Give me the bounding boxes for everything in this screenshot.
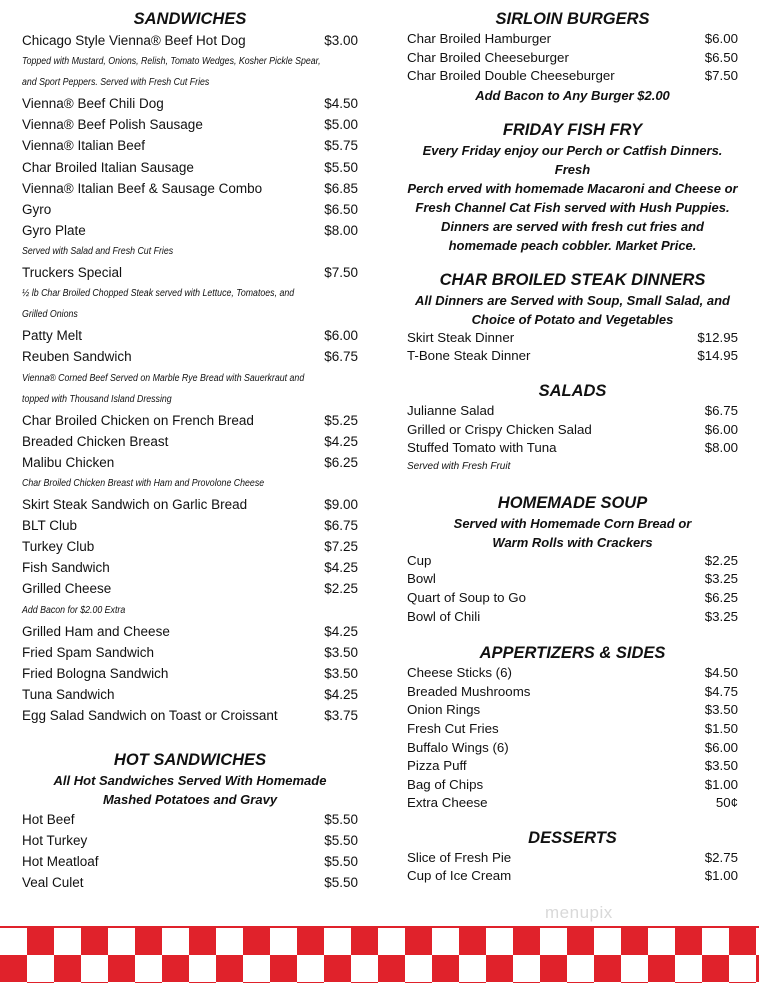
menu-item: [22, 578, 358, 599]
item-name: Vienna® Italian Beef & Sausage Combo: [22, 180, 263, 196]
item-price: $2.75: [704, 849, 738, 865]
menu-item: [22, 851, 358, 872]
item-name: Gyro: [22, 201, 52, 217]
item-price: $9.00: [324, 497, 358, 513]
menu-item: [22, 262, 358, 283]
section-subtitle: Fresh Channel Cat Fish served with Hush Puppies.: [415, 199, 730, 215]
menu-item: [22, 642, 358, 663]
section-subtitle: Every Friday enjoy our Perch or Catfish Dinners. Fresh: [422, 142, 723, 177]
section-title: SANDWICHES: [133, 10, 247, 28]
item-price: $3.75: [324, 708, 358, 723]
item-price: $5.75: [324, 138, 358, 154]
menu-item: [407, 589, 738, 608]
item-price: $12.95: [697, 329, 738, 345]
item-name: Breaded Chicken Breast: [22, 433, 169, 449]
menu-item: [22, 452, 358, 473]
item-description: Served with Salad and Fresh Cut Fries: [22, 245, 174, 257]
item-price: $6.00: [704, 421, 738, 437]
menu-item: [22, 830, 358, 851]
item-name: Cheese Sticks (6): [407, 665, 512, 681]
item-name: Slice of Fresh Pie: [407, 849, 512, 865]
menu-item: [22, 410, 358, 431]
menu-item: [22, 93, 358, 114]
item-price: $1.00: [704, 868, 738, 884]
item-price: $2.25: [704, 552, 738, 568]
item-price: $5.00: [324, 117, 358, 133]
item-description: Char Broiled Chicken Breast with Ham and Provolone Cheese: [22, 477, 265, 489]
section-subtitle: homemade peach cobbler. Market Price.: [448, 237, 697, 253]
section-friday-fish-fry: [407, 119, 738, 255]
section-subtitle: Mashed Potatoes and Gravy: [102, 792, 278, 808]
menu-item: [22, 178, 358, 199]
item-name: Fried Spam Sandwich: [22, 644, 155, 660]
section-title: DESSERTS: [528, 828, 617, 847]
item-name: Hot Beef: [22, 812, 75, 828]
item-price: $14.95: [697, 348, 738, 364]
menu-item: [407, 67, 738, 86]
item-price: $1.00: [704, 776, 738, 792]
item-price: $7.50: [704, 68, 738, 84]
menu-item: [407, 794, 738, 813]
item-price: $2.25: [324, 581, 358, 597]
item-name: Egg Salad Sandwich on Toast or Croissant: [22, 708, 278, 723]
item-name: Vienna® Italian Beef: [22, 138, 146, 154]
item-price: 50¢: [715, 795, 738, 811]
item-price: $5.50: [324, 812, 358, 828]
item-name: Cup: [407, 552, 432, 568]
item-price: $3.25: [704, 571, 738, 587]
item-price: $6.25: [324, 454, 358, 470]
menu-item: [22, 663, 358, 684]
section-subtitle: All Dinners are Served with Soup, Small Salad, and: [415, 292, 730, 308]
section-title: APPERTIZERS & SIDES: [479, 644, 666, 663]
menu-item: [407, 776, 738, 795]
section-sandwiches: [22, 8, 358, 726]
section-subtitle: Warm Rolls with Crackers: [492, 534, 653, 550]
item-name: Hot Meatloaf: [22, 854, 99, 870]
item-price: $3.50: [324, 644, 358, 660]
checkered-footer-border: [0, 928, 759, 983]
item-price: $4.50: [324, 96, 358, 112]
item-price: $6.85: [324, 180, 358, 196]
item-price: $4.75: [704, 683, 738, 699]
item-description: Grilled Onions: [22, 309, 78, 321]
item-name: Skirt Steak Sandwich on Garlic Bread: [22, 497, 248, 513]
item-description: Vienna® Corned Beef Served on Marble Rye Bread with Sauerkraut and: [22, 372, 305, 384]
item-description: Served with Fresh Fruit: [407, 460, 511, 472]
menu-item: [22, 199, 358, 220]
item-name: Tuna Sandwich: [22, 686, 115, 702]
menu-item: [22, 621, 358, 642]
item-price: $3.50: [324, 665, 358, 681]
section-sirloin-burgers: [407, 8, 738, 105]
item-name: Truckers Special: [22, 265, 123, 281]
item-description: ½ lb Char Broiled Chopped Steak served with Lettuce, Tomatoes, and: [22, 288, 295, 300]
menu-item: [407, 30, 738, 49]
item-price: $4.50: [704, 665, 738, 681]
item-price: $6.75: [704, 402, 738, 418]
section-title: HOT SANDWICHES: [113, 751, 267, 770]
item-name: BLT Club: [22, 518, 78, 534]
section-subtitle: Served with Homemade Corn Bread or: [453, 515, 692, 531]
menu-item: [407, 570, 738, 589]
section-title: SALADS: [538, 381, 607, 400]
item-price: $6.25: [704, 589, 738, 605]
section-subtitle: Perch erved with homemade Macaroni and Cheese or: [407, 180, 738, 196]
item-name: Fried Bologna Sandwich: [22, 665, 169, 681]
item-price: $4.25: [324, 623, 358, 639]
item-price: $8.00: [324, 222, 358, 238]
section-subtitle: All Hot Sandwiches Served With Homemade: [53, 773, 327, 789]
item-description: Add Bacon for $2.00 Extra: [22, 604, 126, 616]
menu-item: [22, 494, 358, 515]
menu-item: [407, 739, 738, 758]
item-name: Malibu Chicken: [22, 454, 115, 470]
item-name: Buffalo Wings (6): [407, 739, 509, 755]
item-price: $6.00: [704, 739, 738, 755]
item-name: Cup of Ice Cream: [407, 868, 512, 884]
menu-item: [22, 114, 358, 135]
item-price: $3.00: [324, 33, 358, 48]
menu-item: [22, 220, 358, 241]
item-price: $7.25: [324, 539, 358, 555]
item-description: topped with Thousand Island Dressing: [22, 393, 172, 405]
item-name: Skirt Steak Dinner: [407, 329, 515, 345]
menu-item: [407, 720, 738, 739]
menu-item: [22, 536, 358, 557]
item-price: $5.50: [324, 854, 358, 870]
item-price: $7.50: [324, 265, 358, 281]
item-name: Bag of Chips: [407, 776, 484, 792]
menu-item: [22, 684, 358, 705]
item-name: Char Broiled Cheeseburger: [407, 49, 569, 65]
item-name: Bowl: [407, 571, 436, 587]
menu-item: [22, 557, 358, 578]
section-title: HOMEMADE SOUP: [497, 493, 648, 512]
item-name: Char Broiled Hamburger: [407, 31, 552, 46]
item-price: $5.50: [324, 833, 358, 849]
item-name: Fresh Cut Fries: [407, 720, 499, 736]
menu-item: [22, 30, 358, 51]
menu-item: [407, 402, 738, 421]
section-footer-note: Add Bacon to Any Burger $2.00: [475, 87, 670, 103]
item-name: Breaded Mushrooms: [407, 683, 531, 699]
menu-item: [22, 809, 358, 830]
menu-item: [22, 431, 358, 452]
menu-item: [407, 683, 738, 702]
item-name: Chicago Style Vienna® Beef Hot Dog: [22, 33, 246, 48]
menu-item: [22, 325, 358, 346]
menu-item: [407, 701, 738, 720]
item-price: $5.25: [324, 412, 358, 428]
item-price: $8.00: [704, 440, 738, 456]
item-name: Char Broiled Double Cheeseburger: [407, 68, 615, 84]
section-title: SIRLOIN BURGERS: [495, 10, 650, 28]
section-salads: [407, 380, 738, 476]
item-price: $6.00: [704, 31, 738, 46]
item-name: Vienna® Beef Polish Sausage: [22, 117, 203, 133]
item-price: $6.50: [704, 49, 738, 65]
item-name: Gyro Plate: [22, 222, 86, 238]
menu-item: [407, 608, 738, 627]
menu-item: [407, 421, 738, 440]
menu-item: [22, 872, 358, 893]
menu-item: [407, 867, 738, 886]
item-price: $4.25: [324, 686, 358, 702]
menu-item: [407, 347, 738, 366]
item-name: Hot Turkey: [22, 833, 88, 849]
section-appetizers-sides: [407, 642, 738, 813]
section-desserts: [407, 827, 738, 886]
menu-item: [22, 346, 358, 367]
right-column: [407, 8, 738, 886]
item-name: Reuben Sandwich: [22, 349, 132, 365]
item-name: Patty Melt: [22, 328, 83, 344]
item-name: Stuffed Tomato with Tuna: [407, 440, 557, 456]
section-title: FRIDAY FISH FRY: [502, 120, 643, 139]
item-price: $4.25: [324, 433, 358, 449]
item-name: Grilled or Crispy Chicken Salad: [407, 421, 592, 437]
section-subtitle: Choice of Potato and Vegetables: [471, 311, 674, 327]
section-steak-dinners: [407, 269, 738, 366]
item-name: Fish Sandwich: [22, 560, 110, 576]
menu-item: [22, 135, 358, 156]
item-name: Turkey Club: [22, 539, 95, 555]
menu-item: [407, 439, 738, 458]
item-name: Onion Rings: [407, 702, 481, 718]
item-name: Veal Culet: [22, 875, 84, 891]
item-price: $6.00: [324, 328, 358, 344]
item-name: Grilled Ham and Cheese: [22, 623, 170, 639]
item-name: T-Bone Steak Dinner: [407, 348, 531, 364]
item-price: $5.50: [324, 875, 358, 891]
menu-item: [22, 157, 358, 178]
menu-item: [407, 329, 738, 348]
section-homemade-soup: [407, 492, 738, 626]
item-price: $1.50: [704, 720, 738, 736]
left-column: [22, 8, 358, 893]
item-description: Topped with Mustard, Onions, Relish, Tomato Wedges, Kosher Pickle Spear,: [22, 56, 321, 68]
item-price: $6.75: [324, 349, 358, 365]
item-name: Julianne Salad: [407, 402, 495, 418]
menu-item: [407, 49, 738, 68]
item-name: Bowl of Chili: [407, 608, 481, 624]
menu-item: [407, 664, 738, 683]
item-name: Extra Cheese: [407, 795, 488, 811]
menu-item: [22, 515, 358, 536]
menu-item: [407, 552, 738, 571]
item-price: $3.25: [704, 608, 738, 624]
menu-item: [407, 757, 738, 776]
item-name: Char Broiled Italian Sausage: [22, 159, 194, 175]
section-title: CHAR BROILED STEAK DINNERS: [439, 270, 706, 289]
item-price: $4.25: [324, 560, 358, 576]
item-name: Grilled Cheese: [22, 581, 112, 597]
item-price: $3.50: [704, 758, 738, 774]
section-subtitle: Dinners are served with fresh cut fries and: [441, 218, 704, 234]
item-price: $3.50: [704, 702, 738, 718]
item-name: Pizza Puff: [407, 758, 467, 774]
menu-item: [407, 849, 738, 868]
item-name: Char Broiled Chicken on French Bread: [22, 412, 254, 428]
item-description: and Sport Peppers. Served with Fresh Cut Fries: [22, 77, 210, 89]
item-name: Quart of Soup to Go: [407, 589, 527, 605]
item-price: $6.75: [324, 518, 358, 534]
item-price: $5.50: [324, 159, 358, 175]
item-name: Vienna® Beef Chili Dog: [22, 96, 164, 112]
menupix-watermark: menupix: [545, 903, 613, 922]
section-hot-sandwiches: [22, 749, 358, 893]
item-price: $6.50: [324, 201, 358, 217]
menu-item: [22, 705, 358, 726]
